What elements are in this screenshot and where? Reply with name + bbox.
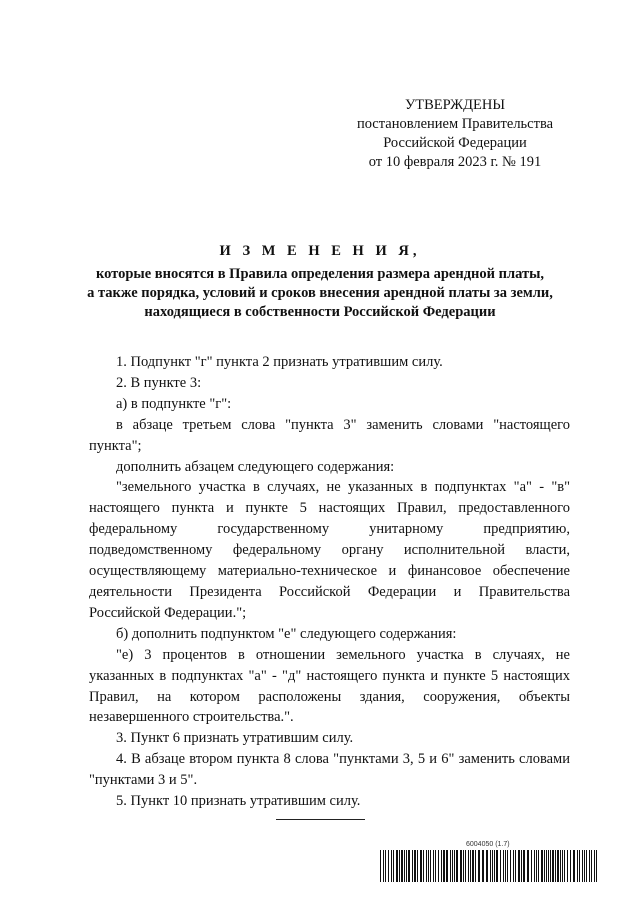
- subtitle-line-3: находящиеся в собственности Российской Федерации: [144, 304, 496, 320]
- document-body: [89, 352, 570, 812]
- paragraph-2: 2. В пункте 3:: [116, 374, 202, 391]
- approval-line-1: постановлением Правительства: [356, 116, 554, 132]
- barcode-image: [380, 850, 600, 882]
- document-title: И З М Е Н Е Н И Я,: [219, 243, 421, 259]
- document-code: 6004050 (1.7): [466, 841, 510, 848]
- paragraph-10: 4. В абзаце втором пункта 8 слова "пунктами 3, 5 и 6" заменить словами "пунктами 3 и 5".: [89, 751, 570, 789]
- subtitle-line-1: которые вносятся в Правила определения размера арендной платы,: [95, 266, 545, 282]
- paragraph-6: "земельного участка в случаях, не указанных в подпунктах "а" - "в" настоящего пункта и пункте 5 настоящих Правил, предоставленного федеральному государственному унитарному предприятию, подведомственному федеральному органу исполнительной власти, осуществляющему материально-техническое и финансовое обеспечение деятельности Президента Российской Федерации и Правительства Российской Федерации.";: [89, 479, 570, 621]
- approval-heading: УТВЕРЖДЕНЫ: [404, 97, 506, 113]
- paragraph-9: 3. Пункт 6 признать утратившим силу.: [116, 730, 354, 747]
- approval-line-2: Российской Федерации: [383, 135, 527, 151]
- paragraph-8: "е) 3 процентов в отношении земельного участка в случаях, не указанных в подпунктах "а" - "д" настоящего пункта и пункте 5 настоящих Правил, на котором расположены здания, сооружения, объекты незавершенного строительства.".: [89, 646, 570, 726]
- paragraph-7: б) дополнить подпунктом "е" следующего содержания:: [116, 625, 457, 642]
- paragraph-3: а) в подпункте "г":: [116, 395, 232, 412]
- approval-block: [330, 96, 580, 172]
- paragraph-4: в абзаце третьем слова "пункта 3" заменить словами "настоящего пункта";: [89, 416, 570, 454]
- paragraph-1: 1. Подпункт "г" пункта 2 признать утратившим силу.: [116, 354, 443, 370]
- paragraph-11: 5. Пункт 10 признать утратившим силу.: [116, 793, 361, 810]
- subtitle-line-2: а также порядка, условий и сроков внесения арендной платы за земли,: [87, 285, 553, 301]
- document-subtitle: [40, 265, 600, 322]
- paragraph-5: дополнить абзацем следующего содержания:: [116, 458, 395, 475]
- closing-divider: [276, 819, 365, 820]
- approval-line-3: от 10 февраля 2023 г. № 191: [368, 154, 542, 170]
